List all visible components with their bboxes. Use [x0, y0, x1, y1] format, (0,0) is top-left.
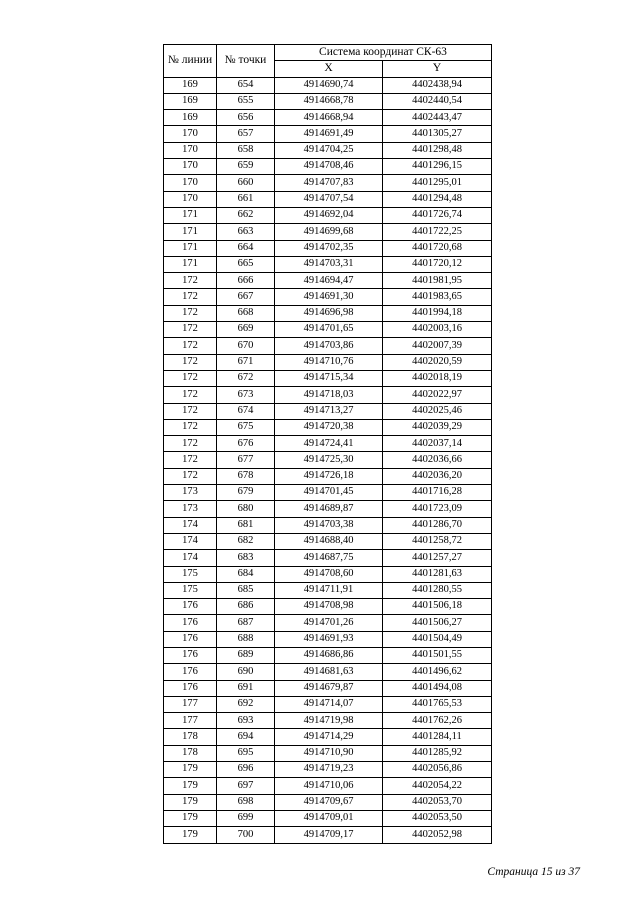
cell-line-number: 179 [164, 810, 217, 826]
table-row [164, 338, 492, 354]
table-row [164, 354, 492, 370]
cell-line-number: 174 [164, 533, 217, 549]
cell-y: 4401281,63 [383, 566, 492, 582]
table-row [164, 436, 492, 452]
cell-line-number: 172 [164, 468, 217, 484]
table-row [164, 582, 492, 598]
cell-line-number: 175 [164, 566, 217, 582]
table-row [164, 631, 492, 647]
cell-point-number: 660 [217, 175, 275, 191]
cell-line-number: 170 [164, 142, 217, 158]
cell-y: 4401981,95 [383, 273, 492, 289]
cell-x: 4914668,78 [275, 93, 383, 109]
cell-point-number: 667 [217, 289, 275, 305]
cell-y: 4402036,66 [383, 452, 492, 468]
cell-y: 4401720,68 [383, 240, 492, 256]
cell-line-number: 173 [164, 501, 217, 517]
cell-x: 4914709,67 [275, 794, 383, 810]
cell-y: 4402053,50 [383, 810, 492, 826]
cell-x: 4914710,90 [275, 745, 383, 761]
cell-line-number: 170 [164, 126, 217, 142]
cell-line-number: 175 [164, 582, 217, 598]
cell-point-number: 697 [217, 778, 275, 794]
cell-y: 4402440,54 [383, 93, 492, 109]
cell-line-number: 172 [164, 452, 217, 468]
cell-line-number: 179 [164, 762, 217, 778]
coordinates-table [163, 44, 492, 844]
table-row [164, 256, 492, 272]
cell-y: 4401994,18 [383, 305, 492, 321]
cell-line-number: 171 [164, 224, 217, 240]
cell-x: 4914703,31 [275, 256, 383, 272]
table-row [164, 224, 492, 240]
cell-line-number: 170 [164, 191, 217, 207]
table-row [164, 745, 492, 761]
cell-line-number: 172 [164, 436, 217, 452]
cell-y: 4401504,49 [383, 631, 492, 647]
cell-x: 4914713,27 [275, 403, 383, 419]
cell-line-number: 178 [164, 729, 217, 745]
cell-x: 4914714,29 [275, 729, 383, 745]
cell-x: 4914701,45 [275, 485, 383, 501]
table-row [164, 696, 492, 712]
cell-x: 4914691,30 [275, 289, 383, 305]
cell-x: 4914701,65 [275, 322, 383, 338]
cell-point-number: 684 [217, 566, 275, 582]
cell-x: 4914703,38 [275, 517, 383, 533]
table-row [164, 647, 492, 663]
table-row [164, 680, 492, 696]
cell-y: 4401257,27 [383, 550, 492, 566]
cell-y: 4401280,55 [383, 582, 492, 598]
cell-y: 4402020,59 [383, 354, 492, 370]
cell-x: 4914687,75 [275, 550, 383, 566]
cell-line-number: 169 [164, 93, 217, 109]
cell-line-number: 172 [164, 305, 217, 321]
cell-y: 4402053,70 [383, 794, 492, 810]
cell-point-number: 663 [217, 224, 275, 240]
table-row [164, 93, 492, 109]
table-row [164, 501, 492, 517]
header-coordinate-system: Система координат СК-63 [275, 45, 492, 61]
cell-point-number: 655 [217, 93, 275, 109]
table-row [164, 713, 492, 729]
cell-x: 4914707,54 [275, 191, 383, 207]
cell-line-number: 169 [164, 77, 217, 93]
cell-line-number: 179 [164, 778, 217, 794]
cell-x: 4914708,98 [275, 599, 383, 615]
cell-y: 4402056,86 [383, 762, 492, 778]
cell-point-number: 678 [217, 468, 275, 484]
cell-point-number: 671 [217, 354, 275, 370]
cell-line-number: 169 [164, 110, 217, 126]
cell-point-number: 683 [217, 550, 275, 566]
cell-y: 4401295,01 [383, 175, 492, 191]
cell-point-number: 670 [217, 338, 275, 354]
cell-line-number: 177 [164, 696, 217, 712]
cell-x: 4914690,74 [275, 77, 383, 93]
cell-point-number: 690 [217, 664, 275, 680]
table-row [164, 305, 492, 321]
table-row [164, 533, 492, 549]
cell-y: 4401294,48 [383, 191, 492, 207]
table-row [164, 452, 492, 468]
cell-point-number: 661 [217, 191, 275, 207]
cell-x: 4914686,86 [275, 647, 383, 663]
table-row [164, 778, 492, 794]
cell-point-number: 691 [217, 680, 275, 696]
cell-point-number: 662 [217, 207, 275, 223]
cell-x: 4914701,26 [275, 615, 383, 631]
cell-y: 4401258,72 [383, 533, 492, 549]
cell-line-number: 174 [164, 550, 217, 566]
cell-line-number: 179 [164, 794, 217, 810]
cell-line-number: 172 [164, 403, 217, 419]
cell-x: 4914710,76 [275, 354, 383, 370]
cell-point-number: 672 [217, 370, 275, 386]
cell-y: 4401762,26 [383, 713, 492, 729]
cell-x: 4914681,63 [275, 664, 383, 680]
cell-x: 4914714,07 [275, 696, 383, 712]
cell-point-number: 699 [217, 810, 275, 826]
cell-y: 4401716,28 [383, 485, 492, 501]
cell-point-number: 685 [217, 582, 275, 598]
cell-point-number: 680 [217, 501, 275, 517]
cell-x: 4914709,01 [275, 810, 383, 826]
cell-y: 4402036,20 [383, 468, 492, 484]
cell-line-number: 176 [164, 664, 217, 680]
table-row [164, 827, 492, 843]
cell-y: 4401286,70 [383, 517, 492, 533]
cell-x: 4914702,35 [275, 240, 383, 256]
cell-x: 4914704,25 [275, 142, 383, 158]
cell-line-number: 171 [164, 256, 217, 272]
cell-x: 4914715,34 [275, 370, 383, 386]
cell-x: 4914696,98 [275, 305, 383, 321]
cell-x: 4914711,91 [275, 582, 383, 598]
cell-point-number: 688 [217, 631, 275, 647]
header-y: Y [383, 61, 492, 77]
cell-point-number: 677 [217, 452, 275, 468]
table-row [164, 468, 492, 484]
cell-y: 4401506,27 [383, 615, 492, 631]
cell-x: 4914707,83 [275, 175, 383, 191]
table-row [164, 207, 492, 223]
cell-y: 4402039,29 [383, 419, 492, 435]
cell-y: 4401496,62 [383, 664, 492, 680]
cell-y: 4401720,12 [383, 256, 492, 272]
cell-point-number: 673 [217, 387, 275, 403]
cell-x: 4914689,87 [275, 501, 383, 517]
cell-point-number: 664 [217, 240, 275, 256]
cell-line-number: 173 [164, 485, 217, 501]
cell-point-number: 698 [217, 794, 275, 810]
table-row [164, 142, 492, 158]
cell-x: 4914708,60 [275, 566, 383, 582]
table-row [164, 550, 492, 566]
cell-line-number: 176 [164, 599, 217, 615]
cell-line-number: 176 [164, 680, 217, 696]
cell-y: 4401305,27 [383, 126, 492, 142]
table-row [164, 403, 492, 419]
cell-x: 4914692,04 [275, 207, 383, 223]
cell-point-number: 687 [217, 615, 275, 631]
cell-point-number: 696 [217, 762, 275, 778]
header-line-number: № линии [164, 45, 217, 78]
cell-line-number: 172 [164, 273, 217, 289]
cell-point-number: 658 [217, 142, 275, 158]
cell-y: 4402438,94 [383, 77, 492, 93]
cell-x: 4914691,93 [275, 631, 383, 647]
cell-line-number: 172 [164, 322, 217, 338]
cell-point-number: 657 [217, 126, 275, 142]
page-number: Страница 15 из 37 [487, 866, 580, 878]
cell-x: 4914725,30 [275, 452, 383, 468]
cell-y: 4401285,92 [383, 745, 492, 761]
cell-point-number: 656 [217, 110, 275, 126]
cell-line-number: 172 [164, 338, 217, 354]
cell-x: 4914679,87 [275, 680, 383, 696]
cell-y: 4401296,15 [383, 159, 492, 175]
table-row [164, 615, 492, 631]
cell-x: 4914720,38 [275, 419, 383, 435]
cell-line-number: 176 [164, 631, 217, 647]
cell-y: 4402052,98 [383, 827, 492, 843]
cell-x: 4914719,23 [275, 762, 383, 778]
cell-x: 4914699,68 [275, 224, 383, 240]
table-row [164, 810, 492, 826]
cell-point-number: 675 [217, 419, 275, 435]
cell-x: 4914708,46 [275, 159, 383, 175]
cell-line-number: 174 [164, 517, 217, 533]
cell-y: 4402003,16 [383, 322, 492, 338]
cell-y: 4402018,19 [383, 370, 492, 386]
cell-point-number: 693 [217, 713, 275, 729]
cell-point-number: 669 [217, 322, 275, 338]
table-row [164, 387, 492, 403]
table-body [164, 77, 492, 843]
cell-line-number: 170 [164, 175, 217, 191]
cell-y: 4401723,09 [383, 501, 492, 517]
header-x: X [275, 61, 383, 77]
cell-point-number: 686 [217, 599, 275, 615]
cell-y: 4401765,53 [383, 696, 492, 712]
cell-line-number: 179 [164, 827, 217, 843]
table-row [164, 322, 492, 338]
cell-x: 4914688,40 [275, 533, 383, 549]
table-row [164, 159, 492, 175]
table-row [164, 762, 492, 778]
cell-x: 4914694,47 [275, 273, 383, 289]
cell-x: 4914710,06 [275, 778, 383, 794]
table-row [164, 419, 492, 435]
table-row [164, 664, 492, 680]
cell-point-number: 682 [217, 533, 275, 549]
cell-line-number: 171 [164, 207, 217, 223]
cell-point-number: 654 [217, 77, 275, 93]
cell-y: 4401506,18 [383, 599, 492, 615]
header-point-number: № точки [217, 45, 275, 78]
table-row [164, 289, 492, 305]
cell-x: 4914703,86 [275, 338, 383, 354]
cell-point-number: 692 [217, 696, 275, 712]
table-row [164, 77, 492, 93]
cell-point-number: 694 [217, 729, 275, 745]
cell-point-number: 674 [217, 403, 275, 419]
cell-line-number: 176 [164, 647, 217, 663]
cell-line-number: 170 [164, 159, 217, 175]
cell-line-number: 178 [164, 745, 217, 761]
cell-y: 4402443,47 [383, 110, 492, 126]
cell-line-number: 171 [164, 240, 217, 256]
table-row [164, 110, 492, 126]
cell-x: 4914709,17 [275, 827, 383, 843]
table-row [164, 126, 492, 142]
cell-y: 4401284,11 [383, 729, 492, 745]
table-row [164, 517, 492, 533]
cell-x: 4914718,03 [275, 387, 383, 403]
cell-line-number: 172 [164, 354, 217, 370]
cell-line-number: 172 [164, 289, 217, 305]
cell-point-number: 679 [217, 485, 275, 501]
table-row [164, 794, 492, 810]
table-row [164, 175, 492, 191]
cell-x: 4914668,94 [275, 110, 383, 126]
table-header [164, 45, 492, 78]
cell-y: 4401298,48 [383, 142, 492, 158]
cell-line-number: 172 [164, 387, 217, 403]
cell-y: 4402054,22 [383, 778, 492, 794]
cell-point-number: 666 [217, 273, 275, 289]
cell-y: 4401983,65 [383, 289, 492, 305]
cell-x: 4914719,98 [275, 713, 383, 729]
cell-y: 4402007,39 [383, 338, 492, 354]
cell-x: 4914726,18 [275, 468, 383, 484]
cell-point-number: 668 [217, 305, 275, 321]
cell-point-number: 659 [217, 159, 275, 175]
cell-line-number: 177 [164, 713, 217, 729]
table-row [164, 729, 492, 745]
cell-point-number: 681 [217, 517, 275, 533]
table-row [164, 370, 492, 386]
cell-y: 4402037,14 [383, 436, 492, 452]
cell-y: 4401726,74 [383, 207, 492, 223]
cell-y: 4401722,25 [383, 224, 492, 240]
cell-line-number: 172 [164, 370, 217, 386]
cell-point-number: 695 [217, 745, 275, 761]
cell-point-number: 689 [217, 647, 275, 663]
cell-y: 4402025,46 [383, 403, 492, 419]
cell-y: 4401501,55 [383, 647, 492, 663]
cell-y: 4401494,08 [383, 680, 492, 696]
cell-point-number: 700 [217, 827, 275, 843]
cell-x: 4914724,41 [275, 436, 383, 452]
table-row [164, 566, 492, 582]
table-row [164, 599, 492, 615]
table-row [164, 273, 492, 289]
cell-y: 4402022,97 [383, 387, 492, 403]
table-row [164, 191, 492, 207]
cell-point-number: 676 [217, 436, 275, 452]
cell-x: 4914691,49 [275, 126, 383, 142]
table-row [164, 485, 492, 501]
cell-line-number: 172 [164, 419, 217, 435]
table-row [164, 240, 492, 256]
cell-line-number: 176 [164, 615, 217, 631]
cell-point-number: 665 [217, 256, 275, 272]
